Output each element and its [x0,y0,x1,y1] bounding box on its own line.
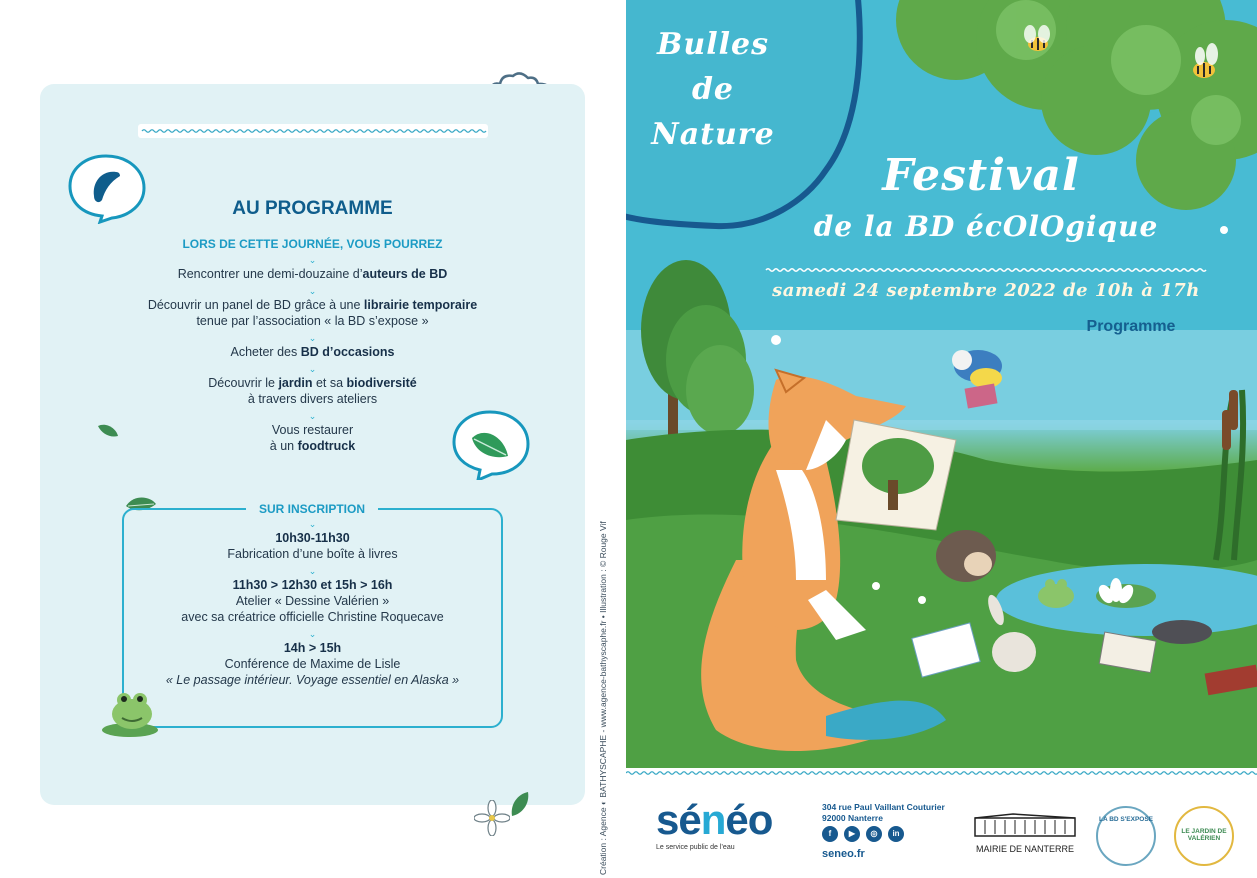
leaf-icon [508,790,532,820]
speech-bubble-leaf-icon [450,408,532,480]
frog-icon [100,686,164,738]
bd-sexpose-badge: LA BD S'EXPOSE [1096,806,1156,866]
program-item: Rencontrer une demi-douzaine d’auteurs de BD [177,267,448,281]
program-subtitle: LORS DE CETTE JOURNÉE, VOUS POURREZ [182,237,443,251]
event-description: avec sa créatrice officielle Christine Roquecave [181,610,444,624]
leaf-icon [96,422,120,440]
event-time: 10h30-11h30 [275,531,350,545]
linkedin-icon[interactable]: in [888,826,904,842]
chevron-down-icon: ⌄ [308,630,317,640]
program-item: Découvrir un panel de BD grâce à une librairie temporaire tenue par l’association « la BD s’expose » [147,298,478,328]
chevron-down-icon: ⌄ [308,567,317,577]
festival-subtitle: de la BD écOlOgique [813,210,1159,243]
festival-cover [626,0,1257,768]
event-time: 11h30 > 12h30 et 15h > 16h [232,578,393,592]
festival-title: Festival [882,150,1080,201]
seneo-tagline: Le service public de l’eau [656,844,735,851]
cover-bubble-title: Bulles de Nature [651,27,775,152]
seneo-logo: sénéo [656,796,773,843]
instagram-icon[interactable]: ◎ [866,826,882,842]
cover-footer [626,768,1257,878]
wave-divider [138,124,488,138]
inscription-list [100,521,525,688]
building-icon [973,812,1077,838]
left-page [0,0,626,878]
event-description: « Le passage intérieur. Voyage essentiel en Alaska » [165,673,460,687]
mairie-nanterre-logo: MAIRIE DE NANTERRE [970,812,1080,854]
inscription-title: SUR INSCRIPTION [246,500,378,518]
credits-text: Création : Agence ◐ BATHYSCAPHE - www.agence-bathyscaphe.fr • Illustration : © Rouge Vif [598,521,608,875]
program-item: Vous restaurer à un foodtruck [269,423,356,453]
program-title: AU PROGRAMME [232,198,393,219]
website-link[interactable]: seneo.fr [822,848,865,860]
flower-icon [474,800,510,836]
youtube-icon[interactable]: ▶ [844,826,860,842]
address: 304 rue Paul Vaillant Couturier 92000 Nanterre [822,802,945,823]
chevron-down-icon: ⌄ [308,287,317,297]
event-description: Conférence de Maxime de Lisle [224,657,401,671]
chevron-down-icon: ⌄ [308,412,317,422]
event-description: Fabrication d’une boîte à livres [227,547,398,561]
facebook-icon[interactable]: f [822,826,838,842]
programme-label: Programme [1086,318,1176,335]
chevron-down-icon: ⌄ [308,256,317,266]
program-item: Acheter des BD d’occasions [230,345,395,359]
event-time: 14h > 15h [283,641,342,655]
wave-divider [626,768,1257,778]
chevron-down-icon: ⌄ [308,520,317,530]
chevron-down-icon: ⌄ [308,365,317,375]
jardin-valerien-badge: LE JARDIN DE VALÉRIEN [1174,806,1234,866]
social-links [822,826,904,842]
chevron-down-icon: ⌄ [308,334,317,344]
program-item: Découvrir le jardin et sa biodiversité à travers divers ateliers [208,376,417,406]
event-description: Atelier « Dessine Valérien » [235,594,390,608]
festival-date: samedi 24 septembre 2022 de 10h à 17h [772,280,1200,301]
